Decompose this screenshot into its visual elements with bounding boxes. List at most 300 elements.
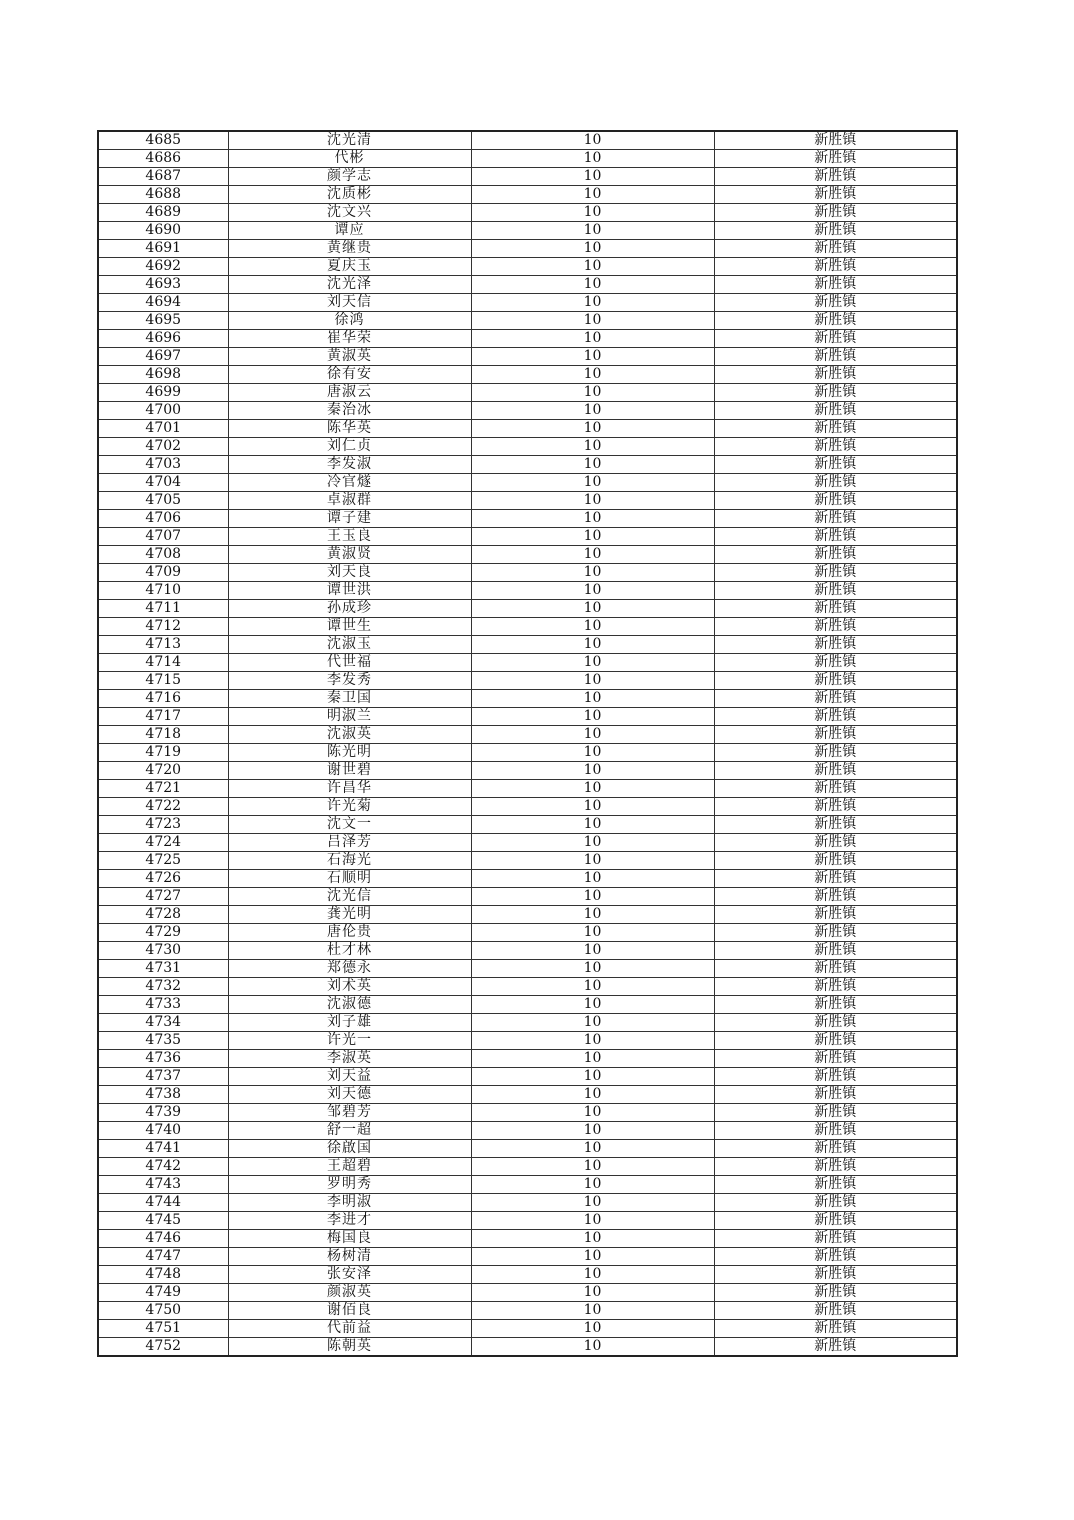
town-cell: 新胜镇: [714, 744, 957, 762]
amount-cell: 10: [471, 924, 714, 942]
name-cell: 谭世洪: [228, 582, 471, 600]
amount-cell: 10: [471, 348, 714, 366]
town-cell: 新胜镇: [714, 1320, 957, 1338]
amount-cell: 10: [471, 510, 714, 528]
table-row: [98, 1194, 957, 1212]
name-cell: 杨树清: [228, 1248, 471, 1266]
table-row: [98, 636, 957, 654]
town-cell: 新胜镇: [714, 906, 957, 924]
row-number-cell: 4715: [98, 672, 228, 690]
town-cell: 新胜镇: [714, 1338, 957, 1357]
name-cell: 陈朝英: [228, 1338, 471, 1357]
town-cell: 新胜镇: [714, 330, 957, 348]
row-number-cell: 4732: [98, 978, 228, 996]
row-number-cell: 4700: [98, 402, 228, 420]
town-cell: 新胜镇: [714, 294, 957, 312]
table-row: [98, 1068, 957, 1086]
town-cell: 新胜镇: [714, 978, 957, 996]
row-number-cell: 4718: [98, 726, 228, 744]
town-cell: 新胜镇: [714, 186, 957, 204]
row-number-cell: 4737: [98, 1068, 228, 1086]
town-cell: 新胜镇: [714, 1014, 957, 1032]
table-row: [98, 1158, 957, 1176]
amount-cell: 10: [471, 1338, 714, 1357]
name-cell: 王超碧: [228, 1158, 471, 1176]
row-number-cell: 4692: [98, 258, 228, 276]
row-number-cell: 4747: [98, 1248, 228, 1266]
row-number-cell: 4705: [98, 492, 228, 510]
name-cell: 代彬: [228, 150, 471, 168]
town-cell: 新胜镇: [714, 1068, 957, 1086]
table-row: [98, 456, 957, 474]
row-number-cell: 4734: [98, 1014, 228, 1032]
name-cell: 李进才: [228, 1212, 471, 1230]
row-number-cell: 4689: [98, 204, 228, 222]
table-row: [98, 222, 957, 240]
row-number-cell: 4688: [98, 186, 228, 204]
table-row: [98, 564, 957, 582]
table-row: [98, 816, 957, 834]
town-cell: 新胜镇: [714, 1176, 957, 1194]
amount-cell: 10: [471, 1104, 714, 1122]
amount-cell: 10: [471, 294, 714, 312]
name-cell: 谢佰良: [228, 1302, 471, 1320]
row-number-cell: 4712: [98, 618, 228, 636]
row-number-cell: 4685: [98, 131, 228, 150]
town-cell: 新胜镇: [714, 1302, 957, 1320]
table-row: [98, 852, 957, 870]
town-cell: 新胜镇: [714, 222, 957, 240]
row-number-cell: 4725: [98, 852, 228, 870]
amount-cell: 10: [471, 1014, 714, 1032]
name-cell: 沈光信: [228, 888, 471, 906]
table-row: [98, 1086, 957, 1104]
row-number-cell: 4695: [98, 312, 228, 330]
row-number-cell: 4738: [98, 1086, 228, 1104]
name-cell: 王玉良: [228, 528, 471, 546]
name-cell: 崔华荣: [228, 330, 471, 348]
town-cell: 新胜镇: [714, 1212, 957, 1230]
town-cell: 新胜镇: [714, 528, 957, 546]
town-cell: 新胜镇: [714, 654, 957, 672]
amount-cell: 10: [471, 942, 714, 960]
town-cell: 新胜镇: [714, 870, 957, 888]
row-number-cell: 4742: [98, 1158, 228, 1176]
name-cell: 张安泽: [228, 1266, 471, 1284]
name-cell: 许光菊: [228, 798, 471, 816]
town-cell: 新胜镇: [714, 384, 957, 402]
amount-cell: 10: [471, 618, 714, 636]
town-cell: 新胜镇: [714, 1248, 957, 1266]
town-cell: 新胜镇: [714, 420, 957, 438]
table-row: [98, 780, 957, 798]
town-cell: 新胜镇: [714, 1284, 957, 1302]
row-number-cell: 4687: [98, 168, 228, 186]
table-row: [98, 1140, 957, 1158]
row-number-cell: 4729: [98, 924, 228, 942]
name-cell: 颜学志: [228, 168, 471, 186]
table-row: [98, 672, 957, 690]
name-cell: 刘术英: [228, 978, 471, 996]
row-number-cell: 4730: [98, 942, 228, 960]
row-number-cell: 4735: [98, 1032, 228, 1050]
amount-cell: 10: [471, 996, 714, 1014]
table-row: [98, 492, 957, 510]
document-page: [97, 130, 956, 1357]
row-number-cell: 4696: [98, 330, 228, 348]
town-cell: 新胜镇: [714, 240, 957, 258]
name-cell: 徐啟国: [228, 1140, 471, 1158]
row-number-cell: 4724: [98, 834, 228, 852]
town-cell: 新胜镇: [714, 348, 957, 366]
name-cell: 李明淑: [228, 1194, 471, 1212]
row-number-cell: 4749: [98, 1284, 228, 1302]
table-row: [98, 258, 957, 276]
row-number-cell: 4728: [98, 906, 228, 924]
table-row: [98, 186, 957, 204]
amount-cell: 10: [471, 672, 714, 690]
town-cell: 新胜镇: [714, 258, 957, 276]
table-row: [98, 1212, 957, 1230]
name-cell: 徐鸿: [228, 312, 471, 330]
row-number-cell: 4748: [98, 1266, 228, 1284]
amount-cell: 10: [471, 798, 714, 816]
town-cell: 新胜镇: [714, 1032, 957, 1050]
table-row: [98, 1248, 957, 1266]
town-cell: 新胜镇: [714, 852, 957, 870]
town-cell: 新胜镇: [714, 1086, 957, 1104]
row-number-cell: 4708: [98, 546, 228, 564]
town-cell: 新胜镇: [714, 474, 957, 492]
amount-cell: 10: [471, 852, 714, 870]
row-number-cell: 4733: [98, 996, 228, 1014]
name-cell: 谭应: [228, 222, 471, 240]
table-row: [98, 1320, 957, 1338]
name-cell: 沈文一: [228, 816, 471, 834]
town-cell: 新胜镇: [714, 1104, 957, 1122]
town-cell: 新胜镇: [714, 366, 957, 384]
table-row: [98, 528, 957, 546]
table-row: [98, 870, 957, 888]
town-cell: 新胜镇: [714, 798, 957, 816]
row-number-cell: 4723: [98, 816, 228, 834]
amount-cell: 10: [471, 744, 714, 762]
amount-cell: 10: [471, 870, 714, 888]
amount-cell: 10: [471, 402, 714, 420]
name-cell: 黄淑贤: [228, 546, 471, 564]
row-number-cell: 4698: [98, 366, 228, 384]
row-number-cell: 4713: [98, 636, 228, 654]
table-row: [98, 276, 957, 294]
amount-cell: 10: [471, 384, 714, 402]
row-number-cell: 4721: [98, 780, 228, 798]
table-row: [98, 204, 957, 222]
name-cell: 谭子建: [228, 510, 471, 528]
town-cell: 新胜镇: [714, 834, 957, 852]
town-cell: 新胜镇: [714, 546, 957, 564]
amount-cell: 10: [471, 1212, 714, 1230]
table-row: [98, 834, 957, 852]
row-number-cell: 4739: [98, 1104, 228, 1122]
amount-cell: 10: [471, 186, 714, 204]
table-row: [98, 726, 957, 744]
town-cell: 新胜镇: [714, 1140, 957, 1158]
name-cell: 颜淑英: [228, 1284, 471, 1302]
name-cell: 石海光: [228, 852, 471, 870]
town-cell: 新胜镇: [714, 1266, 957, 1284]
row-number-cell: 4722: [98, 798, 228, 816]
name-cell: 唐伦贵: [228, 924, 471, 942]
name-cell: 罗明秀: [228, 1176, 471, 1194]
name-cell: 陈光明: [228, 744, 471, 762]
table-row: [98, 996, 957, 1014]
row-number-cell: 4751: [98, 1320, 228, 1338]
roster-table: [97, 130, 958, 1357]
table-row: [98, 366, 957, 384]
name-cell: 李发淑: [228, 456, 471, 474]
row-number-cell: 4740: [98, 1122, 228, 1140]
name-cell: 刘天德: [228, 1086, 471, 1104]
table-row: [98, 708, 957, 726]
town-cell: 新胜镇: [714, 618, 957, 636]
amount-cell: 10: [471, 546, 714, 564]
town-cell: 新胜镇: [714, 924, 957, 942]
amount-cell: 10: [471, 726, 714, 744]
amount-cell: 10: [471, 978, 714, 996]
name-cell: 沈质彬: [228, 186, 471, 204]
row-number-cell: 4709: [98, 564, 228, 582]
row-number-cell: 4731: [98, 960, 228, 978]
name-cell: 沈文兴: [228, 204, 471, 222]
amount-cell: 10: [471, 690, 714, 708]
row-number-cell: 4719: [98, 744, 228, 762]
row-number-cell: 4752: [98, 1338, 228, 1357]
table-row: [98, 1230, 957, 1248]
amount-cell: 10: [471, 150, 714, 168]
table-row: [98, 744, 957, 762]
name-cell: 代世福: [228, 654, 471, 672]
row-number-cell: 4746: [98, 1230, 228, 1248]
amount-cell: 10: [471, 456, 714, 474]
name-cell: 谢世碧: [228, 762, 471, 780]
table-row: [98, 924, 957, 942]
town-cell: 新胜镇: [714, 1230, 957, 1248]
amount-cell: 10: [471, 1302, 714, 1320]
table-row: [98, 1338, 957, 1357]
amount-cell: 10: [471, 1086, 714, 1104]
amount-cell: 10: [471, 240, 714, 258]
table-row: [98, 1284, 957, 1302]
row-number-cell: 4707: [98, 528, 228, 546]
amount-cell: 10: [471, 1248, 714, 1266]
amount-cell: 10: [471, 1284, 714, 1302]
table-row: [98, 402, 957, 420]
row-number-cell: 4744: [98, 1194, 228, 1212]
name-cell: 刘天良: [228, 564, 471, 582]
amount-cell: 10: [471, 888, 714, 906]
name-cell: 夏庆玉: [228, 258, 471, 276]
amount-cell: 10: [471, 582, 714, 600]
row-number-cell: 4694: [98, 294, 228, 312]
town-cell: 新胜镇: [714, 1050, 957, 1068]
amount-cell: 10: [471, 708, 714, 726]
town-cell: 新胜镇: [714, 996, 957, 1014]
name-cell: 孙成珍: [228, 600, 471, 618]
table-row: [98, 978, 957, 996]
amount-cell: 10: [471, 312, 714, 330]
name-cell: 刘仁贞: [228, 438, 471, 456]
amount-cell: 10: [471, 1032, 714, 1050]
town-cell: 新胜镇: [714, 690, 957, 708]
town-cell: 新胜镇: [714, 672, 957, 690]
town-cell: 新胜镇: [714, 888, 957, 906]
table-row: [98, 1266, 957, 1284]
name-cell: 沈光清: [228, 131, 471, 150]
amount-cell: 10: [471, 528, 714, 546]
row-number-cell: 4716: [98, 690, 228, 708]
table-row: [98, 294, 957, 312]
town-cell: 新胜镇: [714, 492, 957, 510]
name-cell: 郑德永: [228, 960, 471, 978]
row-number-cell: 4710: [98, 582, 228, 600]
table-row: [98, 1176, 957, 1194]
amount-cell: 10: [471, 222, 714, 240]
table-row: [98, 384, 957, 402]
town-cell: 新胜镇: [714, 131, 957, 150]
row-number-cell: 4703: [98, 456, 228, 474]
row-number-cell: 4736: [98, 1050, 228, 1068]
amount-cell: 10: [471, 420, 714, 438]
amount-cell: 10: [471, 1266, 714, 1284]
name-cell: 沈光泽: [228, 276, 471, 294]
amount-cell: 10: [471, 816, 714, 834]
amount-cell: 10: [471, 1194, 714, 1212]
table-row: [98, 510, 957, 528]
row-number-cell: 4714: [98, 654, 228, 672]
amount-cell: 10: [471, 204, 714, 222]
town-cell: 新胜镇: [714, 942, 957, 960]
row-number-cell: 4720: [98, 762, 228, 780]
name-cell: 黄继贵: [228, 240, 471, 258]
row-number-cell: 4704: [98, 474, 228, 492]
town-cell: 新胜镇: [714, 600, 957, 618]
amount-cell: 10: [471, 960, 714, 978]
row-number-cell: 4686: [98, 150, 228, 168]
table-row: [98, 474, 957, 492]
amount-cell: 10: [471, 366, 714, 384]
town-cell: 新胜镇: [714, 636, 957, 654]
row-number-cell: 4693: [98, 276, 228, 294]
town-cell: 新胜镇: [714, 1158, 957, 1176]
name-cell: 刘天益: [228, 1068, 471, 1086]
row-number-cell: 4691: [98, 240, 228, 258]
table-row: [98, 420, 957, 438]
town-cell: 新胜镇: [714, 564, 957, 582]
table-row: [98, 150, 957, 168]
roster-table-body: [98, 131, 957, 1356]
town-cell: 新胜镇: [714, 438, 957, 456]
name-cell: 沈淑英: [228, 726, 471, 744]
name-cell: 梅国良: [228, 1230, 471, 1248]
table-row: [98, 600, 957, 618]
name-cell: 徐有安: [228, 366, 471, 384]
name-cell: 秦卫国: [228, 690, 471, 708]
town-cell: 新胜镇: [714, 276, 957, 294]
table-row: [98, 654, 957, 672]
amount-cell: 10: [471, 1140, 714, 1158]
amount-cell: 10: [471, 906, 714, 924]
row-number-cell: 4701: [98, 420, 228, 438]
town-cell: 新胜镇: [714, 762, 957, 780]
name-cell: 舒一超: [228, 1122, 471, 1140]
table-row: [98, 1014, 957, 1032]
name-cell: 冷官燧: [228, 474, 471, 492]
town-cell: 新胜镇: [714, 708, 957, 726]
amount-cell: 10: [471, 1068, 714, 1086]
town-cell: 新胜镇: [714, 204, 957, 222]
town-cell: 新胜镇: [714, 168, 957, 186]
amount-cell: 10: [471, 762, 714, 780]
row-number-cell: 4741: [98, 1140, 228, 1158]
amount-cell: 10: [471, 276, 714, 294]
name-cell: 刘天信: [228, 294, 471, 312]
row-number-cell: 4711: [98, 600, 228, 618]
amount-cell: 10: [471, 492, 714, 510]
table-row: [98, 1032, 957, 1050]
table-row: [98, 168, 957, 186]
table-row: [98, 131, 957, 150]
name-cell: 吕泽芳: [228, 834, 471, 852]
table-row: [98, 960, 957, 978]
name-cell: 沈淑玉: [228, 636, 471, 654]
row-number-cell: 4726: [98, 870, 228, 888]
name-cell: 卓淑群: [228, 492, 471, 510]
town-cell: 新胜镇: [714, 150, 957, 168]
amount-cell: 10: [471, 636, 714, 654]
table-row: [98, 1104, 957, 1122]
row-number-cell: 4717: [98, 708, 228, 726]
town-cell: 新胜镇: [714, 312, 957, 330]
town-cell: 新胜镇: [714, 726, 957, 744]
table-row: [98, 618, 957, 636]
amount-cell: 10: [471, 1230, 714, 1248]
name-cell: 沈淑德: [228, 996, 471, 1014]
name-cell: 秦治冰: [228, 402, 471, 420]
name-cell: 陈华英: [228, 420, 471, 438]
table-row: [98, 1302, 957, 1320]
table-row: [98, 582, 957, 600]
amount-cell: 10: [471, 654, 714, 672]
table-row: [98, 888, 957, 906]
table-row: [98, 942, 957, 960]
name-cell: 李发秀: [228, 672, 471, 690]
name-cell: 代前益: [228, 1320, 471, 1338]
name-cell: 许昌华: [228, 780, 471, 798]
town-cell: 新胜镇: [714, 1122, 957, 1140]
town-cell: 新胜镇: [714, 582, 957, 600]
table-row: [98, 762, 957, 780]
amount-cell: 10: [471, 438, 714, 456]
table-row: [98, 240, 957, 258]
row-number-cell: 4750: [98, 1302, 228, 1320]
row-number-cell: 4743: [98, 1176, 228, 1194]
amount-cell: 10: [471, 1050, 714, 1068]
row-number-cell: 4702: [98, 438, 228, 456]
table-row: [98, 690, 957, 708]
amount-cell: 10: [471, 258, 714, 276]
row-number-cell: 4745: [98, 1212, 228, 1230]
table-row: [98, 1122, 957, 1140]
